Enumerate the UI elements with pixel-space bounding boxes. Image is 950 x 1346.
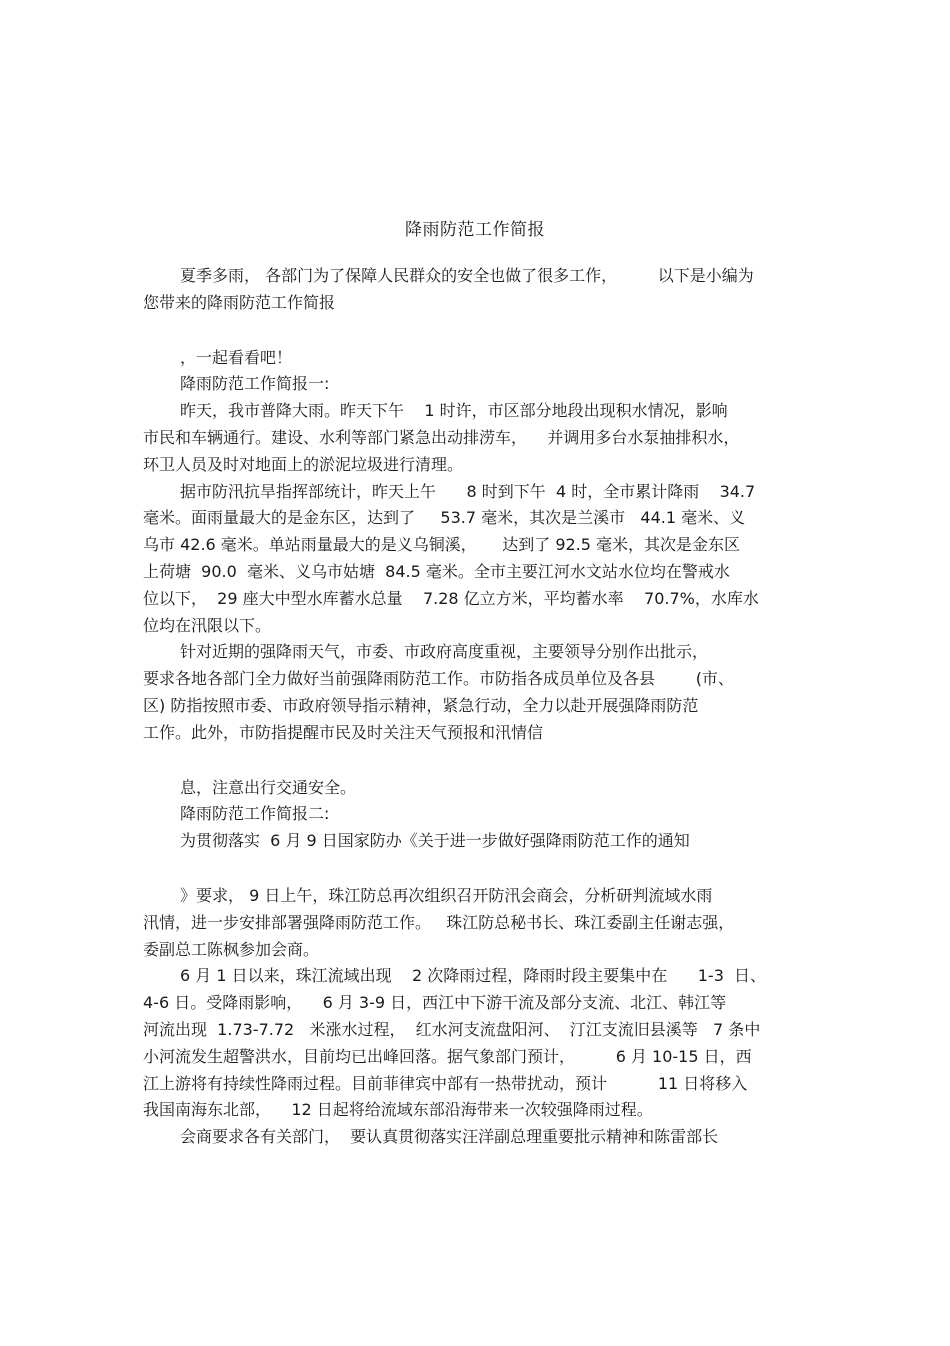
- text-line: 息，注意出行交通安全。: [180, 777, 357, 797]
- text-line: 针对近期的强降雨天气，市委、市政府高度重视，主要领导分别作出批示，: [180, 642, 709, 662]
- paragraph-gap: [143, 317, 807, 345]
- text-line: 降雨防范工作简报二:: [180, 804, 330, 824]
- text-line: 区) 防指按照市委、市政府领导指示精神，紧急行动，全力以赴开展强降雨防范: [143, 695, 699, 715]
- text-line: 上荷塘 90.0 毫米、义乌市姑塘 84.5 毫米。全市主要江河水文站水位均在警戒水: [143, 561, 730, 581]
- text-line: 工作。此外，市防指提醒市民及时关注天气预报和汛情信: [143, 722, 544, 742]
- paragraph-gap: [143, 855, 807, 883]
- text-line: 4-6 日。受降雨影响， 6 月 3-9 日，西江中下游干流及部分支流、北江、韩江等: [143, 993, 727, 1013]
- text-line: 降雨防范工作简报一:: [180, 374, 330, 394]
- text-line: 昨天，我市普降大雨。昨天下午 1 时许，市区部分地段出现积水情况，影响: [180, 401, 728, 421]
- text-line: 环卫人员及时对地面上的淤泥垃圾进行清理。: [143, 454, 464, 474]
- text-line: 据市防汛抗旱指挥部统计，昨天上午 8 时到下午 4 时，全市累计降雨 34.7: [180, 481, 756, 501]
- text-line: 为贯彻落实 6 月 9 日国家防办《关于进一步做好强降雨防范工作的通知: [180, 831, 690, 851]
- text-line: 》要求， 9 日上午，珠江防总再次组织召开防汛会商会，分析研判流域水雨: [180, 885, 713, 905]
- text-line: 小河流发生超警洪水，目前均已出峰回落。据气象部门预计， 6 月 10-15 日，西: [143, 1046, 752, 1066]
- text-line: 河流出现 1.73-7.72 米涨水过程， 红水河支流盘阳河、 汀江支流旧县溪等 7 条中: [143, 1019, 761, 1039]
- text-line: 位以下， 29 座大中型水库蓄水总量 7.28 亿立方米，平均蓄水率 70.7%，水库水: [143, 588, 759, 608]
- text-line: 夏季多雨， 各部门为了保障人民群众的安全也做了很多工作， 以下是小编为: [180, 266, 754, 285]
- text-line: 乌市 42.6 毫米。单站雨量最大的是义乌铜溪， 达到了 92.5 毫米，其次是金东区: [143, 535, 741, 555]
- text-line: 位均在汛限以下。: [143, 615, 272, 635]
- text-line: 要求各地各部门全力做好当前强降雨防范工作。市防指各成员单位及各县 (市、: [143, 669, 734, 689]
- text-line: 您带来的降雨防范工作简报: [143, 292, 336, 312]
- document-title: 降雨防范工作简报: [405, 220, 545, 240]
- text-line: 毫米。面雨量最大的是金东区，达到了 53.7 毫米，其次是兰溪市 44.1 毫米、义: [143, 508, 746, 528]
- text-line: 市民和车辆通行。建设、水利等部门紧急出动排涝车， 并调用多台水泵抽排积水，: [143, 427, 740, 447]
- text-line: 会商要求各有关部门， 要认真贯彻落实汪洋副总理重要批示精神和陈雷部长: [180, 1127, 719, 1147]
- text-line: 委副总工陈枫参加会商。: [143, 939, 320, 959]
- text-line: 汛情，进一步安排部署强降雨防范工作。 珠江防总秘书长、珠江委副主任谢志强，: [143, 912, 735, 932]
- text-line: 我国南海东北部， 12 日起将给流域东部沿海带来一次较强降雨过程。: [143, 1100, 653, 1120]
- document-body: [143, 263, 807, 1151]
- paragraph-gap: [143, 747, 807, 775]
- text-line: 江上游将有持续性降雨过程。目前菲律宾中部有一热带扰动，预计 11 日将移入: [143, 1073, 748, 1093]
- text-line: ，一起看看吧！: [180, 347, 293, 367]
- text-line: 6 月 1 日以来，珠江流域出现 2 次降雨过程，降雨时段主要集中在 1-3 日、: [180, 966, 767, 986]
